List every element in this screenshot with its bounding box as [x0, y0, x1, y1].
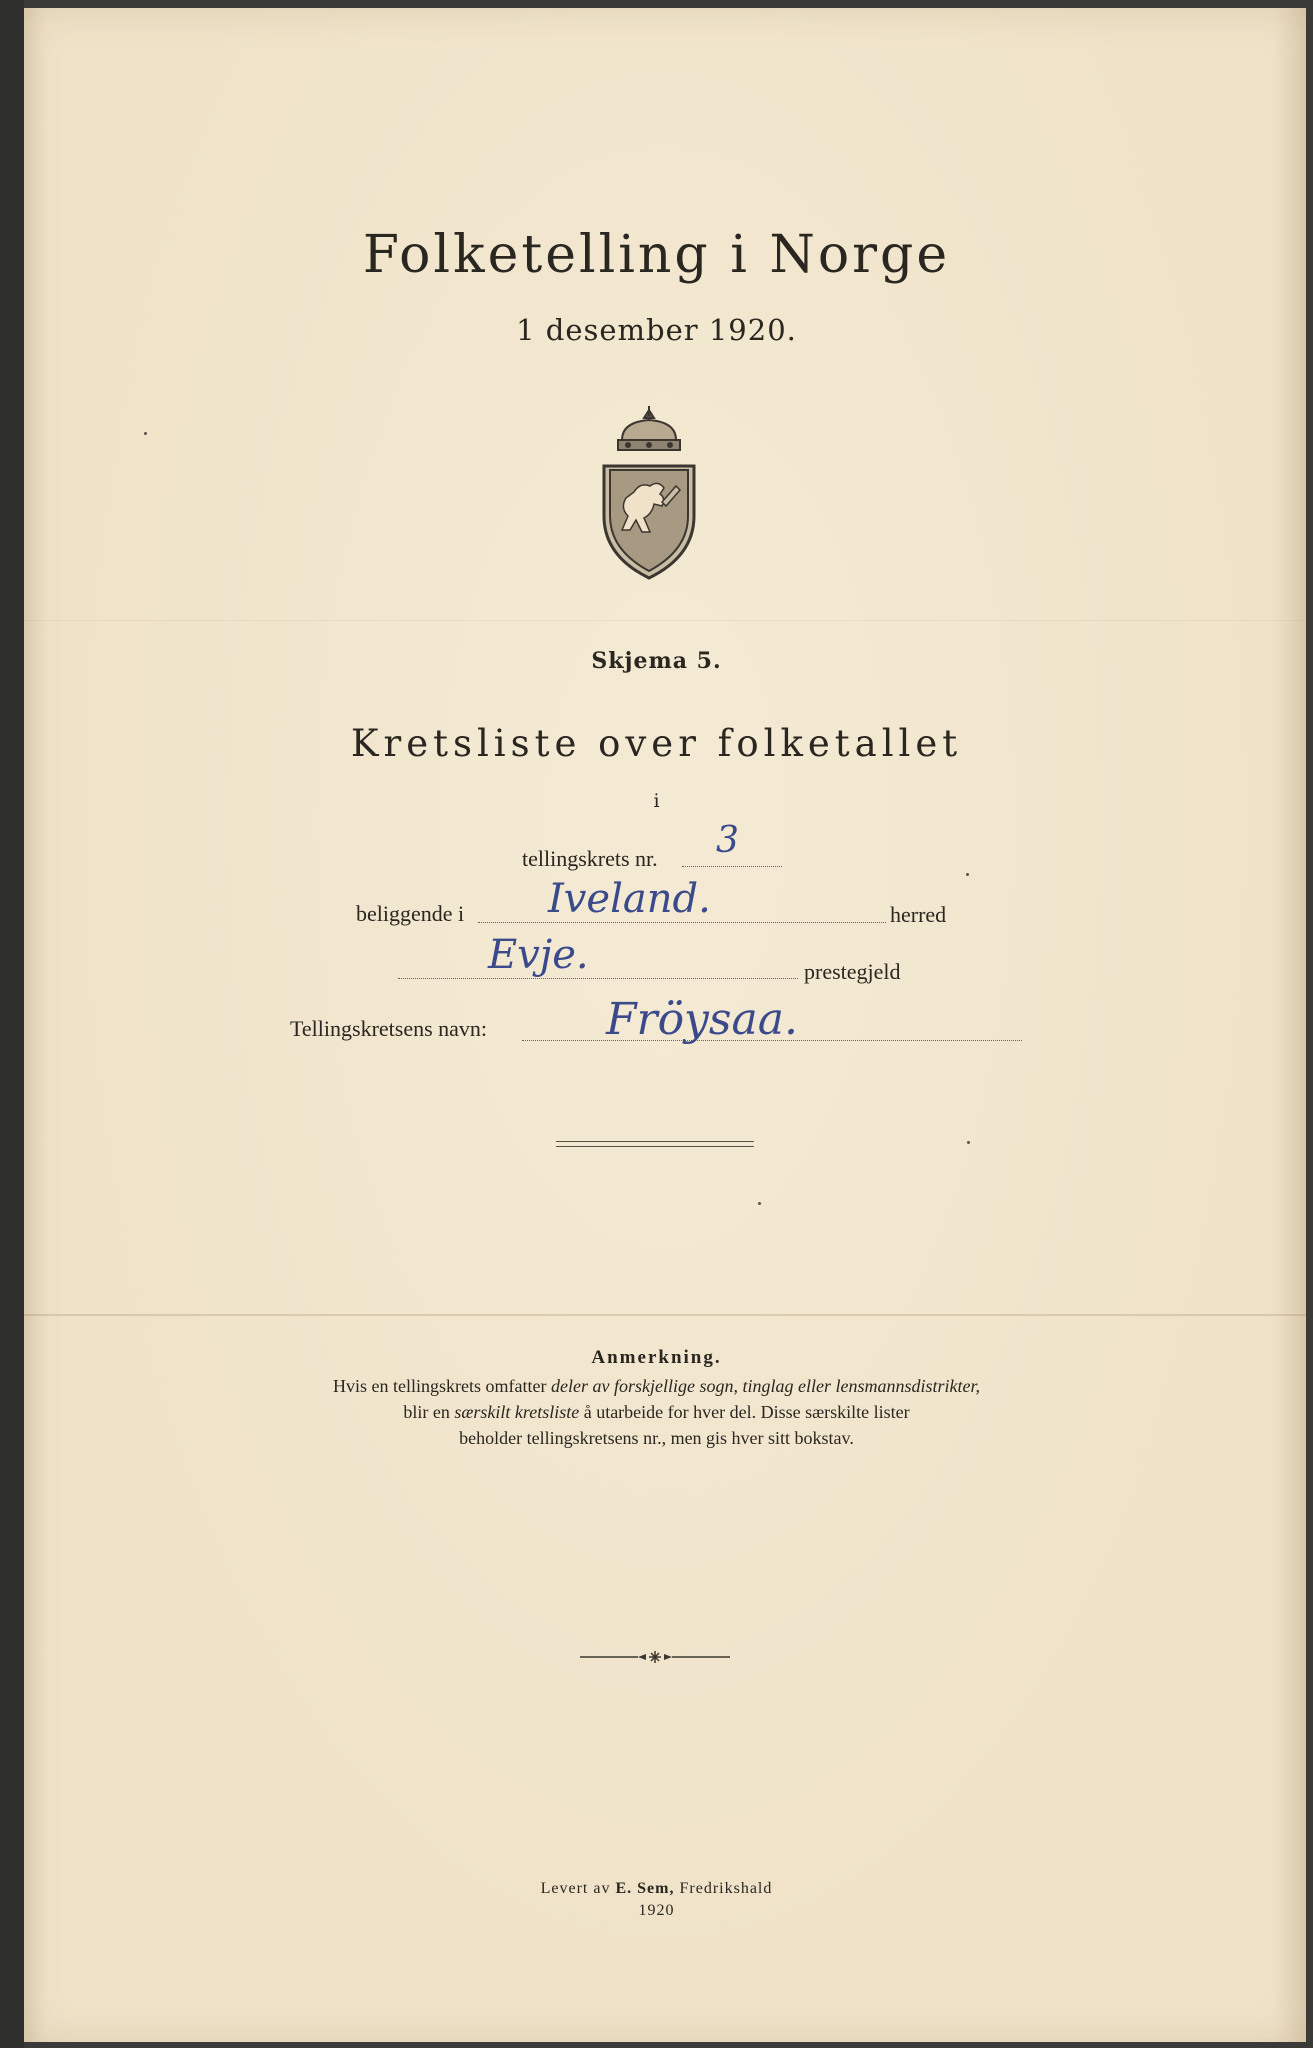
- paper-speck: [967, 1141, 970, 1144]
- beliggende-label: beliggende i: [356, 901, 465, 926]
- census-date: 1 desember 1920.: [516, 313, 797, 347]
- krets-nr-label: tellingskrets nr.: [522, 846, 658, 871]
- note-heading: Anmerkning.: [591, 1347, 722, 1368]
- printer-year: 1920: [638, 1902, 675, 1919]
- herred-line: [478, 922, 886, 923]
- paper-fold: [24, 1314, 1306, 1316]
- krets-nr-value: 3: [716, 820, 739, 861]
- note-line-2: blir en særskilt kretsliste å utarbeide for hver del. Disse særskilte lister: [403, 1402, 910, 1422]
- prestegjeld-line: [398, 978, 798, 979]
- paper-speck: [758, 1202, 761, 1205]
- schema-number: Skjema 5.: [591, 648, 722, 674]
- navn-label: Tellingskretsens navn:: [290, 1016, 488, 1041]
- paper-speck: [144, 432, 147, 435]
- printer-credit: Levert av E. Sem, Fredrikshald: [540, 1880, 773, 1897]
- norwegian-coat-of-arms-icon: [600, 406, 698, 580]
- heading-connector: i: [653, 790, 660, 812]
- note-line-3: beholder tellingskretsens nr., men gis hver sitt bokstav.: [459, 1428, 854, 1448]
- krets-nr-line: [682, 866, 782, 867]
- divider-rule: [556, 1141, 754, 1142]
- herred-value: Iveland.: [548, 876, 711, 922]
- paper-speck: [966, 873, 969, 876]
- form-heading: Kretsliste over folketallet: [350, 722, 963, 765]
- binding-edge: [0, 0, 24, 2048]
- herred-label: herred: [890, 902, 947, 927]
- note-line-1: Hvis en tellingskrets omfatter deler av forskjellige sogn, tinglag eller lensmannsdistrikter,: [333, 1376, 980, 1396]
- ornament-divider-icon: [580, 1649, 730, 1665]
- document-title: Folketelling i Norge: [362, 225, 951, 285]
- prestegjeld-label: prestegjeld: [804, 959, 901, 984]
- divider-rule: [556, 1146, 754, 1147]
- prestegjeld-value: Evje.: [488, 932, 589, 978]
- paper-crease: [24, 620, 1306, 621]
- navn-value: Fröysaa.: [606, 994, 798, 1045]
